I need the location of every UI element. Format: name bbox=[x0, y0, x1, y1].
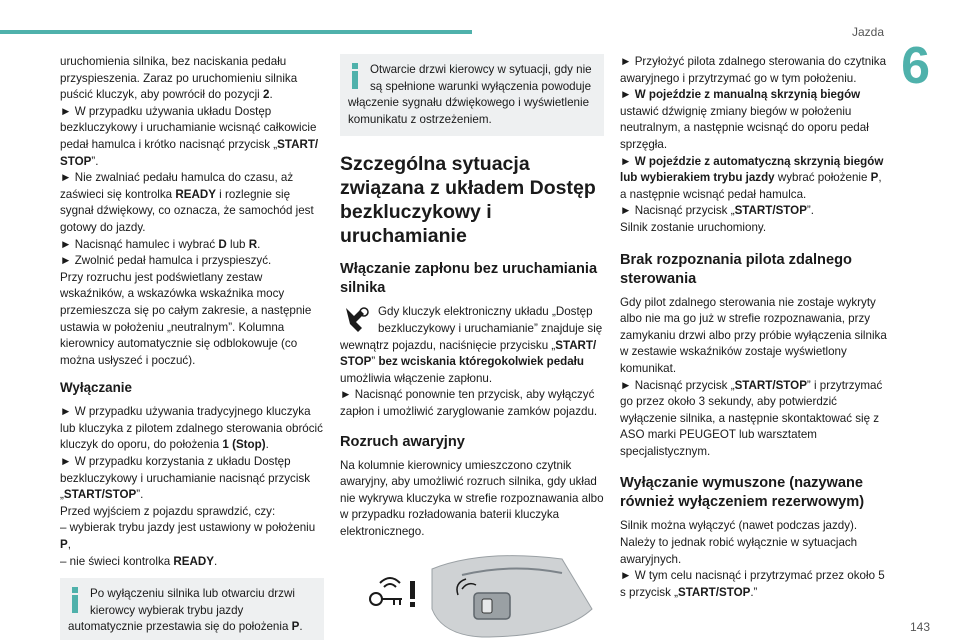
paragraph: ► W tym celu nacisnąć i przytrzymać przez około 5 s przycisk „START/STOP.” bbox=[620, 569, 885, 599]
paragraph: Przy rozruchu jest podświetlany zestaw wskaźników, a wskazówka wskaźnika mocy przemieszcza się po całym zakresie, a następnie ustawia w położeniu „neutralnym”. Kolumna kierownicy automatycznie się odblokowuje (co można usłyszeć i poczuć). bbox=[60, 270, 312, 367]
column-2 bbox=[340, 54, 604, 639]
heading-remote-not-detected: Brak rozpoznania pilota zdalnego sterowania bbox=[620, 251, 852, 287]
paragraph: ► Przyłożyć pilota zdalnego sterowania do czytnika awaryjnego i przytrzymać go w tym położeniu. bbox=[620, 55, 887, 85]
heading-special-situation: Szczególna sytuacja związana z układem Dostęp bezkluczykowy i uruchamianie bbox=[340, 153, 596, 248]
heading-forced-shutdown: Wyłączanie wymuszone (nazywane również wyłączeniem rezerwowym) bbox=[620, 475, 865, 511]
paragraph: Na kolumnie kierownicy umieszczono czytnik awaryjny, aby umożliwić rozruch silnika, gdy układ nie wykrywa kluczyka w strefie rozpoznawania albo w przypadku rozładowania baterii kluczyka elektronicznego. bbox=[340, 458, 604, 538]
heading-emergency-start: Rozruch awaryjny bbox=[340, 433, 465, 450]
steering-column-reader-illustration bbox=[362, 549, 602, 639]
paragraph: ► W pojeździe z automatyczną skrzynią biegów lub wybierakiem trybu jazdy wybrać położenie P, a następnie wcisnąć pedał hamulca. bbox=[620, 154, 884, 201]
paragraph: ► Nacisnąć przycisk „START/STOP”. bbox=[620, 204, 815, 218]
paragraph: ► Nacisnąć hamulec i wybrać D lub R. bbox=[60, 237, 261, 251]
info-box: Otwarcie drzwi kierowcy w sytuacji, gdy nie są spełnione warunki wyłączenia powoduje włączenie sygnału dźwiękowego i wyświetlenie komunikatu z ostrzeżeniem. bbox=[340, 54, 604, 136]
paragraph: Silnik można wyłączyć (nawet podczas jazdy). Należy to jednak robić wyłącznie w sytuacjach awaryjnych. bbox=[620, 519, 858, 566]
paragraph: ► W przypadku korzystania z układu Dostęp bezkluczykowy i uruchamianie nacisnąć przycisk „START/STOP”. bbox=[60, 455, 311, 502]
paragraph: – wybierak trybu jazdy jest ustawiony w położeniu P, bbox=[60, 521, 316, 552]
paragraph: ► Nie zwalniać pedału hamulca do czasu, aż zaświeci się kontrolka READY i rozlegnie się sygnał dźwiękowy, co oznacza, że samochód jest gotowy do jazdy. bbox=[60, 171, 314, 234]
info-box: Po wyłączeniu silnika lub otwarciu drzwi kierowcy wybierak trybu jazdy automatycznie przestawia się do położenia P. bbox=[60, 578, 324, 640]
paragraph: ► Nacisnąć przycisk „START/STOP” i przytrzymać go przez około 3 sekundy, aby potwierdzić wyłączenie silnika, a następnie skontaktować się z ASO marki PEUGEOT lub warsztatem specjalistycznym. bbox=[620, 378, 883, 458]
keyless-warning-icon bbox=[370, 578, 402, 605]
info-icon bbox=[348, 62, 364, 90]
paragraph: ► Zwolnić pedał hamulca i przyspieszyć. bbox=[60, 254, 272, 268]
column-3 bbox=[620, 54, 888, 601]
header-accent-bar bbox=[0, 30, 472, 34]
paragraph: uruchomienia silnika, bez naciskania pedału przyspieszenia. Zaraz po uruchomieniu silnika puścić kluczyk, aby powrócił do pozycji 2. bbox=[60, 55, 298, 102]
section-title: Jazda bbox=[851, 25, 884, 39]
keyless-warning-icon bbox=[340, 304, 374, 334]
paragraph: ► W pojeździe z manualną skrzynią biegów ustawić dźwignię zmiany biegów w położeniu neutralnym, a następnie wcisnąć do oporu pedał sprzęgła. bbox=[620, 88, 869, 151]
paragraph: Przed wyjściem z pojazdu sprawdzić, czy: bbox=[60, 504, 276, 518]
info-icon bbox=[68, 586, 84, 614]
heading-wylaczanie: Wyłączanie bbox=[60, 380, 132, 396]
paragraph: Gdy pilot zdalnego sterowania nie zostaje wykryty albo nie ma go już w strefie rozpoznawania, przy zamykaniu drzwi albo przy próbie wyłączenia silnika w zestawie wskaźników zostaje wyświetlony komunikat. bbox=[620, 295, 887, 375]
heading-ignition-without-start: Włączanie zapłonu bez uruchamiania silnika bbox=[340, 261, 598, 297]
paragraph: ► W przypadku używania tradycyjnego kluczyka lub kluczyka z pilotem zdalnego sterowania obrócić kluczyk do oporu, do położenia 1 (Stop). bbox=[60, 405, 323, 452]
paragraph: Silnik zostanie uruchomiony. bbox=[620, 220, 767, 234]
chapter-number: 6 bbox=[901, 37, 930, 95]
paragraph: – nie świeci kontrolka READY. bbox=[60, 554, 218, 568]
column-1 bbox=[60, 54, 324, 640]
paragraph: ► W przypadku używania układu Dostęp bezkluczykowy i uruchamianie wcisnąć całkowicie pedał hamulca i krótko nacisnąć przycisk „START/ STOP”. bbox=[60, 104, 319, 168]
page-number: 143 bbox=[909, 620, 930, 634]
paragraph: ► Nacisnąć ponownie ten przycisk, aby wyłączyć zapłon i umożliwić zaryglowanie zamków pojazdu. bbox=[340, 388, 598, 418]
paragraph: Gdy kluczyk elektroniczny układu „Dostęp bezkluczykowy i uruchamianie” znajduje się wewnątrz pojazdu, naciśnięcie przycisku „START/ STOP” bez wciskania któregokolwiek pedału umożliwia włączenie zapłonu. bbox=[340, 305, 603, 385]
